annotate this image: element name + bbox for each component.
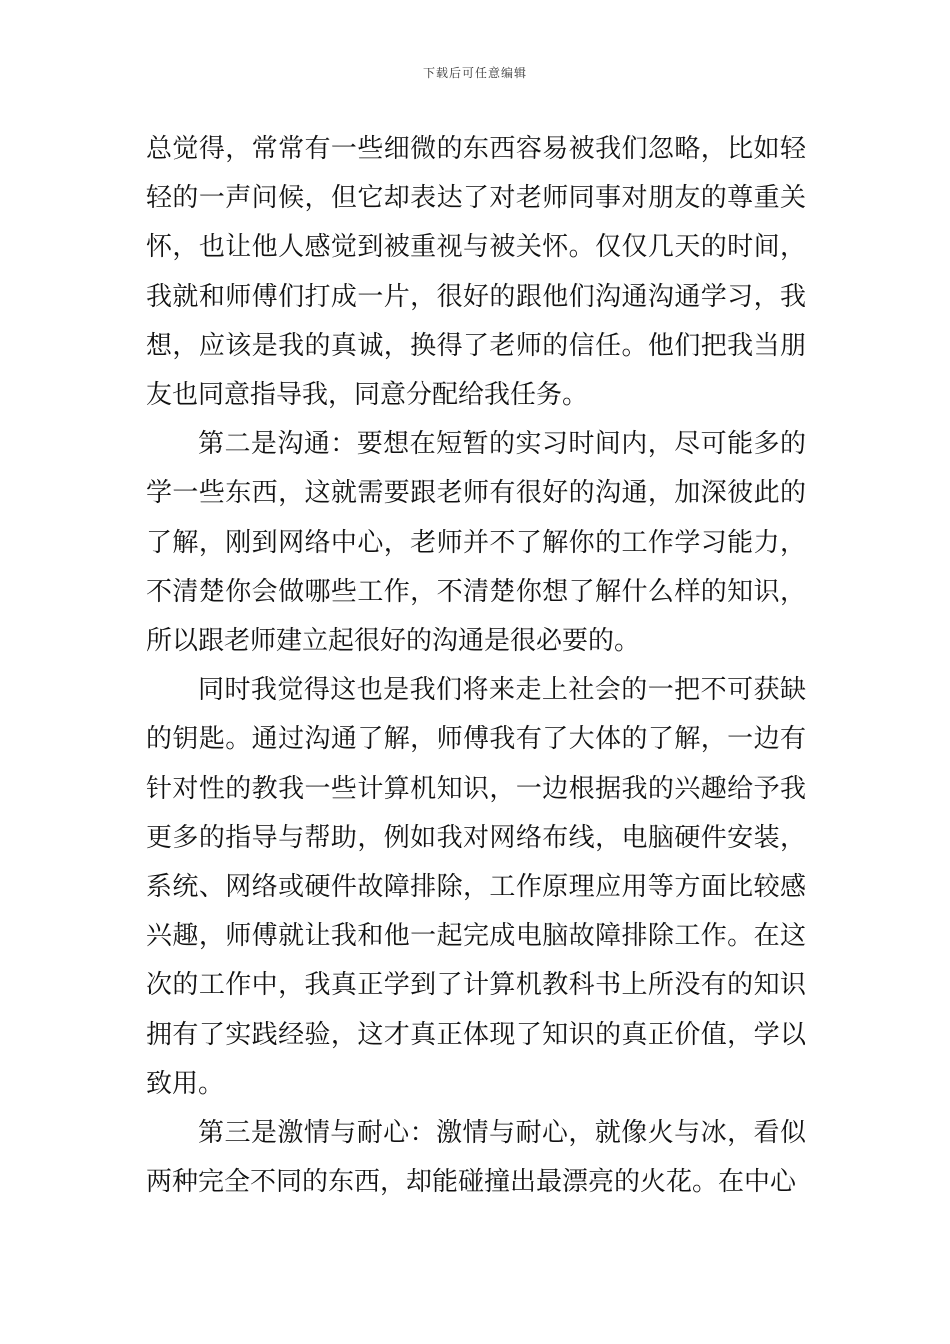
document-body xyxy=(146,125,806,1207)
paragraph-2: 第二是沟通：要想在短暂的实习时间内，尽可能多的学一些东西，这就需要跟老师有很好的沟通，加深彼此的了解，刚到网络中心，老师并不了解你的工作学习能力，不清楚你会做哪些工作，不清楚你想了解什么样的知识，所以跟老师建立起很好的沟通是很必要的。 xyxy=(146,429,806,657)
paragraph-1: 总觉得，常常有一些细微的东西容易被我们忽略，比如轻轻的一声问候，但它却表达了对老师同事对朋友的尊重关怀，也让他人感觉到被重视与被关怀。仅仅几天的时间，我就和师傅们打成一片，很好的跟他们沟通沟通学习，我想，应该是我的真诚，换得了老师的信任。他们把我当朋友也同意指导我，同意分配给我任务。 xyxy=(146,134,806,411)
paragraph-3: 同时我觉得这也是我们将来走上社会的一把不可获缺的钥匙。通过沟通了解，师傅我有了大体的了解，一边有针对性的教我一些计算机知识，一边根据我的兴趣给予我更多的指导与帮助，例如我对网络布线，电脑硬件安装，系统、网络或硬件故障排除，工作原理应用等方面比较感兴趣，师傅就让我和他一起完成电脑故障排除工作。在这次的工作中，我真正学到了计算机教科书上所没有的知识拥有了实践经验，这才真正体现了知识的真正价值，学以致用。 xyxy=(146,675,806,1099)
page-header: 下载后可任意编辑 xyxy=(422,66,527,80)
paragraph-4: 第三是激情与耐心：激情与耐心，就像火与冰，看似两种完全不同的东西，却能碰撞出最漂亮的火花。在中心 xyxy=(146,1118,806,1198)
